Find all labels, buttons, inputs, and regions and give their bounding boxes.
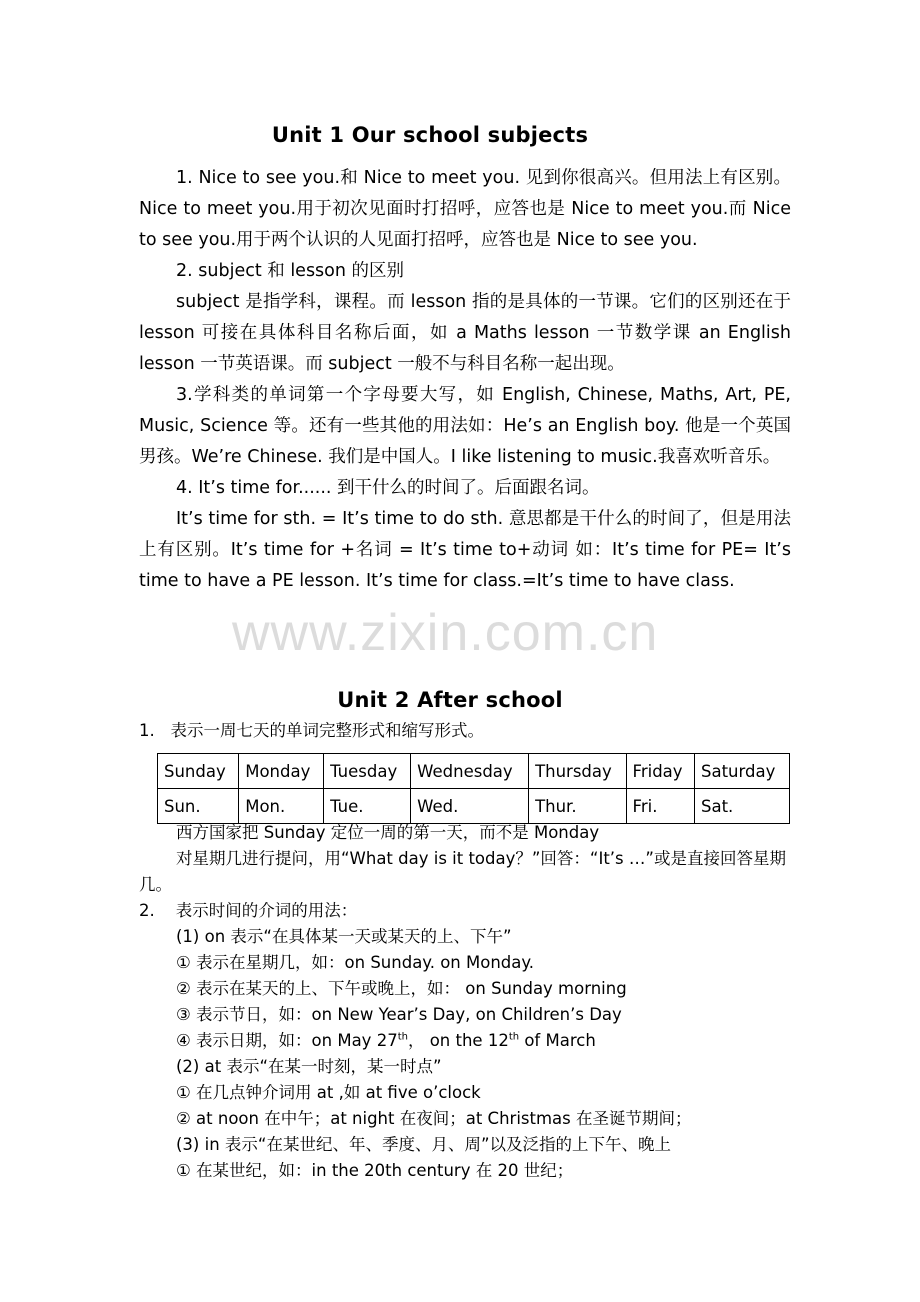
table-cell: Tue. bbox=[324, 789, 411, 824]
unit1-title: Unit 1 Our school subjects bbox=[271, 123, 589, 147]
at-heading: (2) at 表示“在某一时刻，某一时点” bbox=[176, 1057, 442, 1076]
in-heading: (3) in 表示“在某世纪、年、季度、月、周”以及泛指的上下午、晚上 bbox=[176, 1135, 671, 1154]
unit2-item-2-text: 2. 表示时间的介词的用法： bbox=[139, 901, 358, 920]
table-cell: Mon. bbox=[239, 789, 324, 824]
table-cell: Wednesday bbox=[411, 754, 529, 789]
table-row-full bbox=[158, 754, 790, 789]
table-cell: Sat. bbox=[695, 789, 790, 824]
on-point-2: ② 表示在某天的上、下午或晚上，如： on Sunday morning bbox=[176, 979, 627, 998]
unit2-item-1-text: 1. 表示一周七天的单词完整形式和缩写形式。 bbox=[139, 721, 484, 740]
table-cell: Friday bbox=[626, 754, 694, 789]
at-point-1: ① 在几点钟介词用 at ,如 at five o’clock bbox=[176, 1083, 481, 1102]
table-cell: Fri. bbox=[626, 789, 694, 824]
on-point-3: ③ 表示节日，如：on New Year’s Day, on Children’s Day bbox=[176, 1005, 622, 1024]
table-cell: Thur. bbox=[529, 789, 626, 824]
table-cell: Wed. bbox=[411, 789, 529, 824]
on-point-4 bbox=[139, 1028, 791, 1054]
unit1-body bbox=[139, 163, 791, 597]
unit1-paragraph-1: 1. Nice to see you.和 Nice to meet you. 见到你很高兴。但用法上有区别。Nice to meet you.用于初次见面时打招呼，应答也是 Nice to meet you.而 Nice to see you.用于两个认识的人见面打招呼，应答也是 Nice to see you. bbox=[139, 168, 791, 250]
table-cell: Tuesday bbox=[324, 754, 411, 789]
table-cell: Monday bbox=[239, 754, 324, 789]
at-point-2: ② at noon 在中午；at night 在夜间；at Christmas 在圣诞节期间； bbox=[176, 1109, 692, 1128]
table-cell: Thursday bbox=[529, 754, 626, 789]
on-point-4-a: ④ 表示日期，如：on May 27 bbox=[176, 1031, 398, 1050]
unit2-line-sunday: 西方国家把 Sunday 定位一周的第一天，而不是 Monday bbox=[176, 823, 600, 842]
table-cell: Saturday bbox=[695, 754, 790, 789]
unit2-title: Unit 2 After school bbox=[337, 688, 563, 712]
ordinal-suffix: th bbox=[397, 1031, 408, 1043]
on-point-4-c: of March bbox=[519, 1031, 596, 1050]
in-point-1: ① 在某世纪，如：in the 20th century 在 20 世纪； bbox=[176, 1161, 574, 1180]
on-point-4-b: ， on the 12 bbox=[407, 1031, 509, 1050]
unit1-paragraph-2: 2. subject 和 lesson 的区别 bbox=[176, 261, 405, 281]
unit2-line-question: 对星期几进行提问，用“What day is it today？”回答：“It’s …”或是直接回答星期几。 bbox=[139, 849, 786, 894]
unit1-paragraph-3: subject 是指学科，课程。而 lesson 指的是具体的一节课。它们的区别还在于 lesson 可接在具体科目名称后面，如 a Maths lesson 一节数学课 an English lesson 一节英语课。而 subject 一般不与科目名称一起出现。 bbox=[139, 292, 791, 374]
table-cell: Sunday bbox=[158, 754, 239, 789]
on-point-1: ① 表示在星期几，如：on Sunday. on Monday. bbox=[176, 953, 535, 972]
table-row-abbr bbox=[158, 789, 790, 824]
unit2-body bbox=[139, 820, 791, 1184]
weekday-table bbox=[157, 753, 790, 824]
on-heading: (1) on 表示“在具体某一天或某天的上、下午” bbox=[176, 927, 512, 946]
unit2-item-1 bbox=[139, 718, 791, 744]
watermark: www.zixin.com.cn bbox=[232, 604, 659, 662]
unit1-paragraph-4: 3.学科类的单词第一个字母要大写，如 English, Chinese, Maths, Art, PE, Music, Science 等。还有一些其他的用法如：He’s an English boy. 他是一个英国男孩。We’re Chinese. 我们是中国人。I like listening to music.我喜欢听音乐。 bbox=[139, 385, 791, 467]
unit1-paragraph-5: 4. It’s time for...... 到干什么的时间了。后面跟名词。 bbox=[176, 478, 600, 498]
unit1-paragraph-6: It’s time for sth. = It’s time to do sth. 意思都是干什么的时间了，但是用法上有区别。It’s time for +名词 = It’s time to+动词 如：It’s time for PE= It’s time to have a PE lesson. It’s time for class.=It’s time to have class. bbox=[139, 509, 791, 591]
ordinal-suffix: th bbox=[508, 1031, 520, 1043]
table-cell: Sun. bbox=[158, 789, 239, 824]
